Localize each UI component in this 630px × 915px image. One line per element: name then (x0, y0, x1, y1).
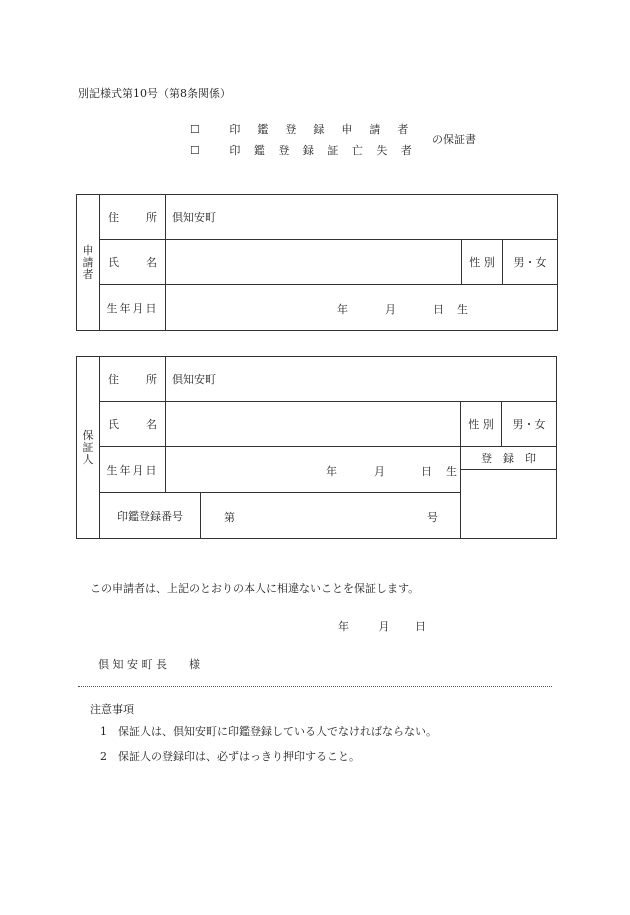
day-label: 日 (415, 620, 426, 633)
title-char: 者 (400, 144, 412, 157)
name-field[interactable] (166, 240, 462, 285)
gender-label: 性 別 (461, 402, 502, 447)
title-char: 鑑 (257, 123, 269, 136)
title-char: 印 (229, 123, 241, 136)
seal-label: 登 録 印 (461, 447, 556, 470)
applicant-section-label: 申 請 者 (77, 195, 100, 331)
name-label: 氏 名 (100, 402, 166, 447)
title-char: 印 (229, 144, 241, 157)
date-line[interactable] (338, 618, 426, 634)
gender-label: 性 別 (462, 240, 503, 285)
title-char: 申 (341, 123, 353, 136)
title-char: 請 (369, 123, 381, 136)
name-field[interactable] (166, 402, 461, 447)
title-line-2 (190, 142, 425, 158)
seal-area[interactable] (461, 447, 557, 539)
address-label: 住 所 (100, 195, 166, 240)
month-label: 月 (378, 620, 390, 633)
title-char: 登 (285, 123, 297, 136)
checkbox-icon[interactable]: ☐ (190, 123, 200, 136)
notes-title: 注意事項 (90, 703, 134, 716)
guarantee-statement: この申請者は、上記のとおりの本人に相違ないことを保証します。 (90, 582, 420, 595)
title-char: 失 (376, 144, 388, 157)
title-char: 亡 (351, 144, 363, 157)
gender-options[interactable]: 男・女 (502, 402, 557, 447)
title-line-1 (190, 121, 425, 137)
address-field[interactable]: 倶知安町 (166, 357, 557, 402)
gender-options[interactable]: 男・女 (503, 240, 558, 285)
title-char: 者 (397, 123, 409, 136)
birthdate-field[interactable]: 年 月 日 生 (166, 447, 461, 493)
note-item: 1 保証人は、倶知安町に印鑑登録している人でなければならない。 (100, 725, 437, 738)
divider (78, 686, 552, 687)
title-char: 鑑 (253, 144, 265, 157)
title-char: 録 (302, 144, 314, 157)
addressee: 倶 知 安 町 長 様 (98, 658, 200, 671)
address-field[interactable]: 倶知安町 (166, 195, 558, 240)
year-label: 年 (338, 620, 349, 633)
birthdate-field[interactable]: 年 月 日 生 (166, 285, 558, 331)
title-char: 証 (327, 144, 339, 157)
guarantor-table (76, 356, 557, 539)
title-suffix: の保証書 (432, 133, 476, 146)
reg-number-label: 印鑑登録番号 (100, 493, 201, 539)
form-number: 別記様式第10号（第8条関係） (78, 87, 231, 100)
address-label: 住 所 (100, 357, 166, 402)
applicant-table (76, 194, 558, 331)
title-char: 録 (313, 123, 325, 136)
birthdate-label: 生年月日 (100, 285, 166, 331)
note-item: 2 保証人の登録印は、必ずはっきり押印すること。 (100, 750, 360, 763)
title-char: 登 (278, 144, 290, 157)
checkbox-icon[interactable]: ☐ (190, 144, 200, 157)
birthdate-label: 生年月日 (100, 447, 166, 493)
name-label: 氏 名 (100, 240, 166, 285)
reg-number-field[interactable]: 第 号 (201, 493, 461, 539)
guarantor-section-label: 保 証 人 (77, 357, 100, 539)
